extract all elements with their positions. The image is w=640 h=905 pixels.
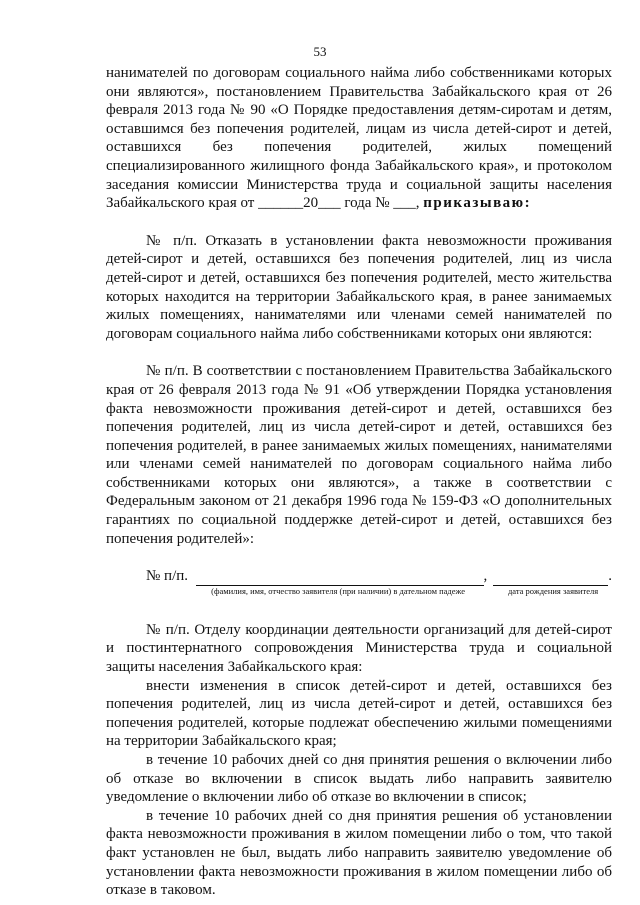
- applicant-line: [146, 567, 612, 586]
- intro-paragraph: [106, 64, 612, 213]
- applicant-dot: .: [608, 568, 612, 585]
- applicant-comma: ,: [483, 568, 488, 585]
- page-number: 53: [313, 44, 327, 59]
- caption-date: дата рождения заявителя: [507, 585, 599, 596]
- paragraph-refuse: № п/п. Отказать в установлении факта невозможности проживания детей-сирот и детей, оставшихся без попечения родителей, лиц из числа детей-сирот и детей, оставшихся без попечения родителей, место жительства которых находится на территории Забайкальского края, в ранее занимаемых жилых помещениях, нанимателями или членами семей нанимателей по договорам социального найма либо собственниками которых они являются:: [106, 232, 612, 342]
- paragraph-accordance: № п/п. В соответствии с постановлением Правительства Забайкальского края от 26 февраля 2013 года № 91 «Об утверждении Порядка установления факта невозможности проживания детей-сирот и детей, оставшихся без попечения родителей, лиц из числа детей-сирот и детей, оставшихся без попечения родителей, в ранее занимаемых жилых помещениях, нанимателями или членами семей нанимателей по договорам социального найма либо собственниками которых они являются», а также в соответствии с Федеральным законом от 21 декабря 1996 года № 159-ФЗ «О дополнительных гарантиях по социальной поддержке детей-сирот и детей, оставшихся без попечения родителей»:: [106, 363, 612, 547]
- applicant-date-blank: [493, 571, 608, 586]
- paragraph-department: № п/п. Отделу координации деятельности организаций для детей-сирот и постинтернатного сопровождения Министерства труда и социальной защиты населения Забайкальского края:: [106, 621, 612, 676]
- document-body: [106, 64, 612, 900]
- caption-fio: (фамилия, имя, отчество заявителя (при наличии) в дательном падеже: [211, 585, 466, 596]
- applicant-name-blank: [196, 571, 483, 586]
- list-item-notify-fact: в течение 10 рабочих дней со дня принятия решения об установлении факта невозможности проживания в жилом помещении либо о том, что такой факт установлен не был, выдать либо направить заявителю уведомление об установлении факта невозможности проживания в жилом помещении либо об отказе в таковом.: [106, 807, 612, 899]
- applicant-captions: [182, 586, 612, 597]
- order-keyword: приказываю:: [423, 195, 532, 212]
- intro-text: нанимателей по договорам социального найма либо собственниками которых они являются», постановлением Правительства Забайкальского края от 26 февраля 2013 года № 90 «О Порядке предоставления детям-сиротам и детям, оставшимся без попечения родителей, лицам из числа детей-сирот и детей, оставшихся без попечения родителей, жилых помещений специализированного жилищного фонда Забайкальского края», и протоколом заседания комиссии Министерства труда и социальной защиты населения Забайкальского края от ______20___ года № ___,: [106, 65, 612, 212]
- list-item-amend: внести изменения в список детей-сирот и детей, оставшихся без попечения родителей, лиц из числа детей-сирот и детей, оставшихся без попечения родителей, которые подлежат обеспечению жилыми помещениями на территории Забайкальского края;: [106, 677, 612, 750]
- list-item-notify-list: в течение 10 рабочих дней со дня принятия решения о включении либо об отказе во включении в список выдать либо направить заявителю уведомление о включении либо об отказе во включении в список;: [106, 752, 612, 806]
- applicant-label: № п/п.: [146, 568, 189, 585]
